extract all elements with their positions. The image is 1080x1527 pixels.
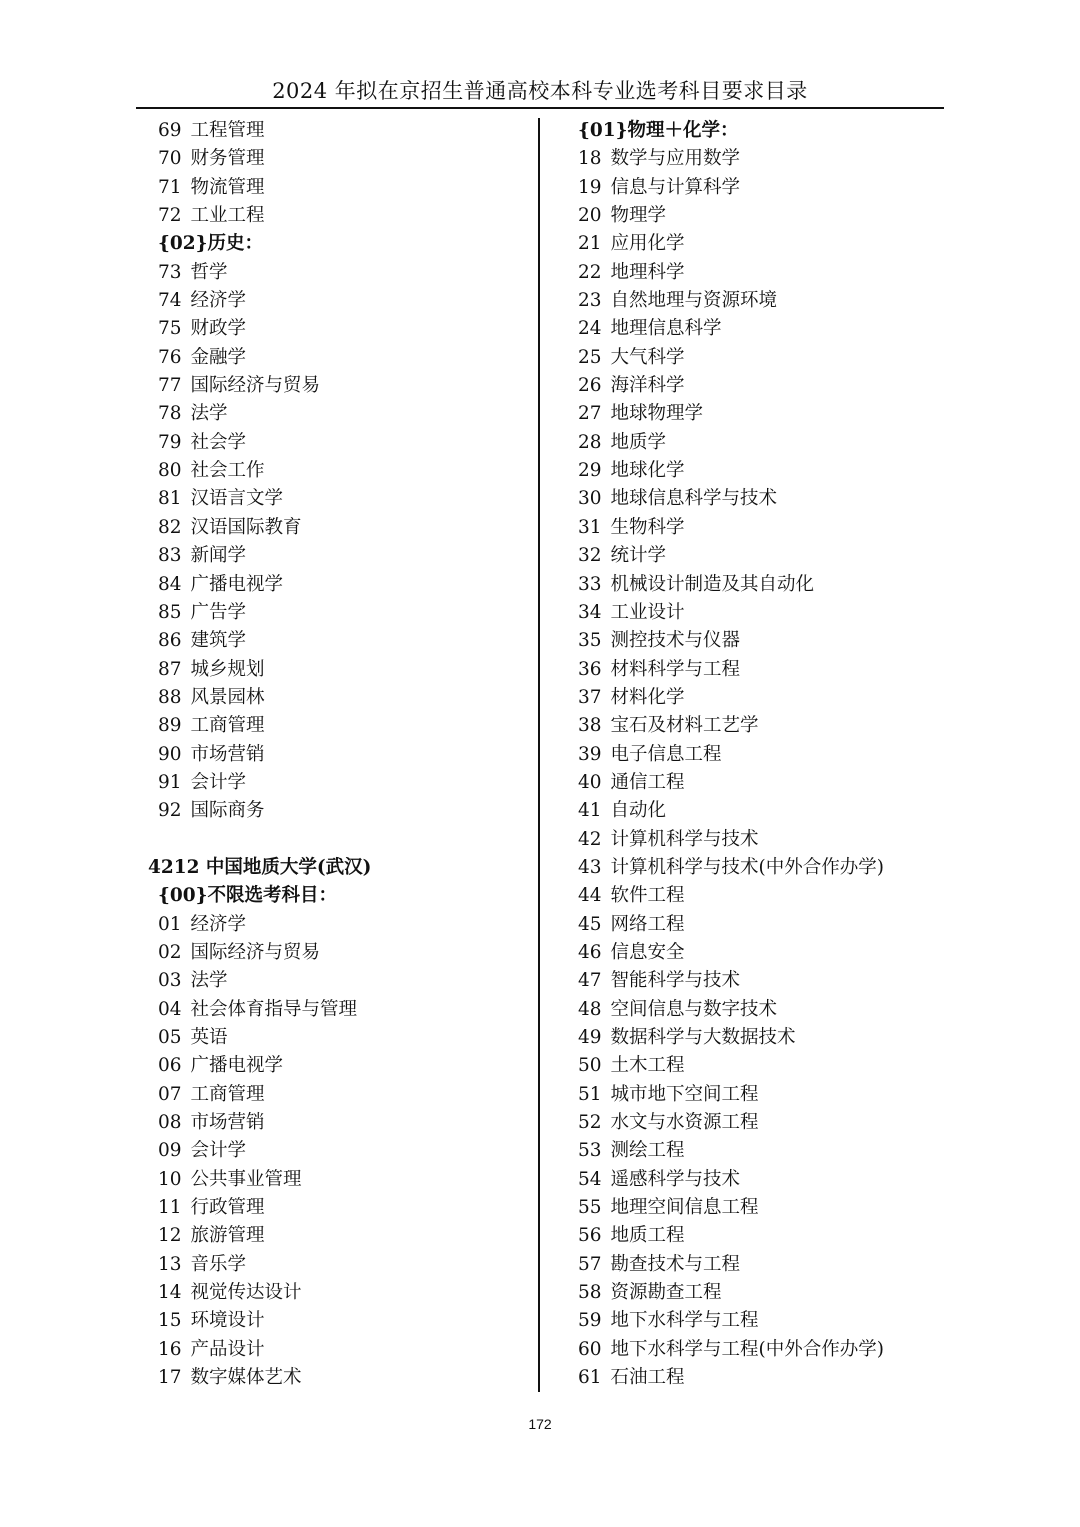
major-list-item: [568, 1364, 948, 1392]
major-list-item: [568, 854, 948, 882]
major-list-item: [568, 656, 948, 684]
major-name: 音乐学: [190, 1253, 247, 1275]
major-list-item: [148, 315, 528, 343]
major-number: 01: [158, 913, 182, 935]
major-name: 计算机科学与技术(中外合作办学): [610, 856, 884, 878]
major-number: 13: [158, 1253, 182, 1275]
major-name: 自然地理与资源环境: [610, 290, 778, 312]
major-list-item: [568, 1307, 948, 1335]
major-list-item: [568, 599, 948, 627]
major-list-item: [148, 1194, 528, 1222]
major-list-item: [148, 1307, 528, 1335]
major-number: 70: [158, 148, 182, 170]
major-list-item: [148, 1052, 528, 1080]
major-list-item: [148, 741, 528, 769]
major-number: 78: [158, 403, 182, 425]
major-list-item: [148, 627, 528, 655]
major-number: 42: [578, 828, 602, 850]
major-list-item: [148, 797, 528, 825]
major-number: 88: [158, 686, 182, 708]
major-list-item: [568, 967, 948, 995]
major-number: 41: [578, 800, 602, 822]
major-name: 金融学: [190, 346, 247, 368]
major-list-item: [568, 996, 948, 1024]
major-name: 国际经济与贸易: [190, 375, 321, 397]
major-name: 地下水科学与工程: [610, 1310, 759, 1332]
major-number: 84: [158, 573, 182, 595]
major-name: 工业工程: [190, 205, 265, 227]
major-number: 09: [158, 1140, 182, 1162]
major-number: 77: [158, 375, 182, 397]
major-name: 城市地下空间工程: [610, 1083, 759, 1105]
major-number: 46: [578, 941, 602, 963]
major-name: 行政管理: [190, 1197, 265, 1219]
major-name: 电子信息工程: [610, 743, 722, 765]
major-number: 48: [578, 998, 602, 1020]
major-list-item: [568, 259, 948, 287]
major-number: 45: [578, 913, 602, 935]
major-name: 环境设计: [190, 1310, 265, 1332]
major-list-item: [568, 485, 948, 513]
major-name: 物理学: [610, 205, 667, 227]
major-list-item: [568, 1109, 948, 1137]
major-number: 51: [578, 1083, 602, 1105]
major-name: 汉语言文学: [190, 488, 284, 510]
major-name: 地质工程: [610, 1225, 685, 1247]
major-name: 工程管理: [190, 120, 265, 141]
major-number: 06: [158, 1055, 182, 1077]
major-number: 12: [158, 1225, 182, 1247]
major-name: 财务管理: [190, 148, 265, 170]
major-name: 法学: [190, 403, 228, 425]
major-list-item: [568, 1081, 948, 1109]
major-number: 29: [578, 460, 602, 482]
major-list-item: [148, 712, 528, 740]
major-name: 地理空间信息工程: [610, 1197, 759, 1219]
major-list-item: [148, 145, 528, 173]
major-list-item: [568, 1052, 948, 1080]
major-name: 地理信息科学: [610, 318, 722, 340]
major-name: 测控技术与仪器: [610, 630, 741, 652]
major-name: 经济学: [190, 913, 247, 935]
major-list-item: [148, 571, 528, 599]
major-list-item: [148, 202, 528, 230]
major-name: 信息安全: [610, 941, 685, 963]
page-number: 172: [528, 1416, 552, 1432]
major-list-item: [148, 939, 528, 967]
major-number: 55: [578, 1197, 602, 1219]
major-name: 城乡规划: [190, 658, 265, 680]
major-number: 73: [158, 261, 182, 283]
major-name: 勘查技术与工程: [610, 1253, 741, 1275]
major-name: 生物科学: [610, 516, 685, 538]
major-list-item: [148, 542, 528, 570]
major-number: 26: [578, 375, 602, 397]
major-name: 工业设计: [610, 601, 685, 623]
major-name: 地质学: [610, 431, 667, 453]
major-name: 广播电视学: [190, 573, 284, 595]
major-name: 国际商务: [190, 800, 265, 822]
major-list-item: [148, 485, 528, 513]
major-list-item: [148, 1137, 528, 1165]
major-number: 58: [578, 1282, 602, 1304]
major-list-item: [568, 797, 948, 825]
major-name: 测绘工程: [610, 1140, 685, 1162]
major-list-item: [568, 826, 948, 854]
major-name: 视觉传达设计: [190, 1282, 302, 1304]
major-number: 79: [158, 431, 182, 453]
major-list-item: [568, 457, 948, 485]
major-list-item: [568, 514, 948, 542]
major-name: 通信工程: [610, 771, 685, 793]
major-number: 38: [578, 715, 602, 737]
major-name: 社会体育指导与管理: [190, 998, 358, 1020]
major-number: 31: [578, 516, 602, 538]
major-number: 76: [158, 346, 182, 368]
major-name: 财政学: [190, 318, 247, 340]
major-name: 地球化学: [610, 460, 685, 482]
major-number: 85: [158, 601, 182, 623]
major-list-item: [568, 1024, 948, 1052]
major-number: 33: [578, 573, 602, 595]
major-number: 61: [578, 1367, 602, 1389]
major-number: 11: [158, 1197, 182, 1219]
major-list-item: [568, 1166, 948, 1194]
major-list-item: [148, 1222, 528, 1250]
major-number: 90: [158, 743, 182, 765]
major-name: 广告学: [190, 601, 247, 623]
major-name: 地理科学: [610, 261, 685, 283]
major-name: 自动化: [610, 800, 667, 822]
major-number: 05: [158, 1027, 182, 1048]
major-number: 30: [578, 488, 602, 510]
major-number: 86: [158, 630, 182, 652]
major-list-item: [568, 287, 948, 315]
major-name: 旅游管理: [190, 1225, 265, 1247]
blank-spacer: [148, 826, 528, 854]
major-name: 软件工程: [610, 885, 685, 907]
major-list-item: [148, 344, 528, 372]
major-number: 28: [578, 431, 602, 453]
major-name: 物流管理: [190, 176, 265, 198]
major-number: 08: [158, 1112, 182, 1134]
major-number: 53: [578, 1140, 602, 1162]
major-number: 89: [158, 715, 182, 737]
major-list-item: [148, 599, 528, 627]
major-name: 应用化学: [610, 233, 685, 255]
major-list-item: [148, 174, 528, 202]
major-name: 社会学: [190, 431, 247, 453]
major-number: 91: [158, 771, 182, 793]
left-column: [148, 117, 528, 1392]
major-list-item: [148, 117, 528, 145]
major-number: 23: [578, 290, 602, 312]
major-name: 材料科学与工程: [610, 658, 741, 680]
major-list-item: [568, 429, 948, 457]
major-name: 新闻学: [190, 545, 247, 567]
major-list-item: [568, 712, 948, 740]
major-number: 34: [578, 601, 602, 623]
major-number: 47: [578, 970, 602, 992]
major-list-item: [148, 514, 528, 542]
major-list-item: [148, 400, 528, 428]
major-number: 81: [158, 488, 182, 510]
major-number: 56: [578, 1225, 602, 1247]
major-name: 地球物理学: [610, 403, 704, 425]
major-name: 法学: [190, 970, 228, 992]
major-list-item: [568, 344, 948, 372]
major-name: 风景园林: [190, 686, 265, 708]
major-name: 空间信息与数字技术: [610, 998, 778, 1020]
major-name: 土木工程: [610, 1055, 685, 1077]
major-number: 07: [158, 1083, 182, 1105]
major-name: 机械设计制造及其自动化: [610, 573, 815, 595]
major-number: 15: [158, 1310, 182, 1332]
major-list-item: [568, 741, 948, 769]
major-name: 汉语国际教育: [190, 516, 302, 538]
major-list-item: [568, 542, 948, 570]
major-number: 71: [158, 176, 182, 198]
major-list-item: [148, 996, 528, 1024]
major-number: 60: [578, 1338, 602, 1360]
major-number: 57: [578, 1253, 602, 1275]
major-number: 16: [158, 1338, 182, 1360]
major-name: 产品设计: [190, 1338, 265, 1360]
right-column: [568, 117, 948, 1392]
major-number: 82: [158, 516, 182, 538]
major-name: 广播电视学: [190, 1055, 284, 1077]
subject-group-heading: {02}历史：: [158, 233, 264, 255]
major-list-item: [148, 1024, 528, 1052]
major-name: 数学与应用数学: [610, 148, 741, 170]
major-name: 建筑学: [190, 630, 247, 652]
major-name: 工商管理: [190, 715, 265, 737]
major-list-item: [148, 259, 528, 287]
major-name: 数据科学与大数据技术: [610, 1027, 796, 1048]
major-list-item: [568, 1279, 948, 1307]
major-number: 92: [158, 800, 182, 822]
major-list-item: [148, 1336, 528, 1364]
major-list-item: [148, 1166, 528, 1194]
major-list-item: [148, 1251, 528, 1279]
major-list-item: [568, 571, 948, 599]
major-name: 会计学: [190, 771, 247, 793]
major-name: 材料化学: [610, 686, 685, 708]
major-list-item: [568, 174, 948, 202]
major-number: 36: [578, 658, 602, 680]
major-number: 18: [578, 148, 602, 170]
major-list-item: [568, 315, 948, 343]
major-name: 海洋科学: [610, 375, 685, 397]
subject-group-heading: {01}物理＋化学：: [578, 120, 739, 141]
school-heading: 4212 中国地质大学(武汉): [148, 856, 372, 878]
major-number: 39: [578, 743, 602, 765]
major-list-item: [148, 372, 528, 400]
major-name: 地球信息科学与技术: [610, 488, 778, 510]
major-name: 社会工作: [190, 460, 265, 482]
major-number: 54: [578, 1168, 602, 1190]
major-name: 哲学: [190, 261, 228, 283]
major-list-item: [568, 1137, 948, 1165]
major-name: 智能科学与技术: [610, 970, 741, 992]
major-list-item: [568, 769, 948, 797]
major-number: 02: [158, 941, 182, 963]
major-number: 17: [158, 1367, 182, 1389]
major-number: 44: [578, 885, 602, 907]
major-name: 工商管理: [190, 1083, 265, 1105]
major-number: 43: [578, 856, 602, 878]
major-name: 遥感科学与技术: [610, 1168, 741, 1190]
major-name: 石油工程: [610, 1367, 685, 1389]
major-list-item: [148, 1364, 528, 1392]
major-name: 会计学: [190, 1140, 247, 1162]
major-number: 24: [578, 318, 602, 340]
page-header-title: 2024 年拟在京招生普通高校本科专业选考科目要求目录: [272, 79, 808, 103]
major-name: 英语: [190, 1027, 228, 1048]
major-number: 37: [578, 686, 602, 708]
major-name: 经济学: [190, 290, 247, 312]
major-list-item: [568, 911, 948, 939]
major-list-item: [568, 627, 948, 655]
major-number: 35: [578, 630, 602, 652]
major-name: 数字媒体艺术: [190, 1367, 302, 1389]
major-name: 资源勘查工程: [610, 1282, 722, 1304]
major-list-item: [568, 1194, 948, 1222]
major-list-item: [568, 230, 948, 258]
major-name: 市场营销: [190, 743, 265, 765]
major-number: 03: [158, 970, 182, 992]
major-list-item: [148, 656, 528, 684]
major-number: 59: [578, 1310, 602, 1332]
major-name: 地下水科学与工程(中外合作办学): [610, 1338, 884, 1360]
major-number: 72: [158, 205, 182, 227]
major-list-item: [568, 1222, 948, 1250]
major-number: 22: [578, 261, 602, 283]
major-number: 27: [578, 403, 602, 425]
major-number: 20: [578, 205, 602, 227]
major-list-item: [148, 287, 528, 315]
major-number: 49: [578, 1027, 602, 1048]
major-name: 网络工程: [610, 913, 685, 935]
major-name: 公共事业管理: [190, 1168, 302, 1190]
major-number: 52: [578, 1112, 602, 1134]
major-list-item: [148, 684, 528, 712]
major-number: 75: [158, 318, 182, 340]
major-list-item: [148, 429, 528, 457]
major-number: 32: [578, 545, 602, 567]
major-list-item: [568, 372, 948, 400]
major-name: 大气科学: [610, 346, 685, 368]
major-list-item: [148, 1109, 528, 1137]
major-name: 计算机科学与技术: [610, 828, 759, 850]
major-name: 统计学: [610, 545, 667, 567]
major-number: 14: [158, 1282, 182, 1304]
major-name: 水文与水资源工程: [610, 1112, 759, 1134]
major-number: 10: [158, 1168, 182, 1190]
major-list-item: [568, 400, 948, 428]
major-number: 50: [578, 1055, 602, 1077]
major-number: 21: [578, 233, 602, 255]
major-number: 83: [158, 545, 182, 567]
major-name: 国际经济与贸易: [190, 941, 321, 963]
major-number: 87: [158, 658, 182, 680]
major-number: 69: [158, 120, 182, 141]
major-number: 74: [158, 290, 182, 312]
major-number: 80: [158, 460, 182, 482]
major-number: 04: [158, 998, 182, 1020]
header-divider: [136, 107, 944, 109]
major-number: 19: [578, 176, 602, 198]
major-list-item: [568, 1251, 948, 1279]
major-list-item: [568, 145, 948, 173]
column-divider: [538, 118, 540, 1392]
major-list-item: [568, 1336, 948, 1364]
subject-group-heading: {00}不限选考科目：: [158, 885, 338, 907]
major-name: 信息与计算科学: [610, 176, 741, 198]
major-list-item: [148, 1279, 528, 1307]
major-list-item: [148, 911, 528, 939]
major-number: 40: [578, 771, 602, 793]
major-list-item: [568, 939, 948, 967]
major-list-item: [148, 967, 528, 995]
major-list-item: [148, 769, 528, 797]
major-list-item: [148, 457, 528, 485]
major-name: 市场营销: [190, 1112, 265, 1134]
major-list-item: [148, 1081, 528, 1109]
major-list-item: [568, 882, 948, 910]
major-list-item: [568, 684, 948, 712]
major-number: 25: [578, 346, 602, 368]
major-list-item: [568, 202, 948, 230]
major-name: 宝石及材料工艺学: [610, 715, 759, 737]
